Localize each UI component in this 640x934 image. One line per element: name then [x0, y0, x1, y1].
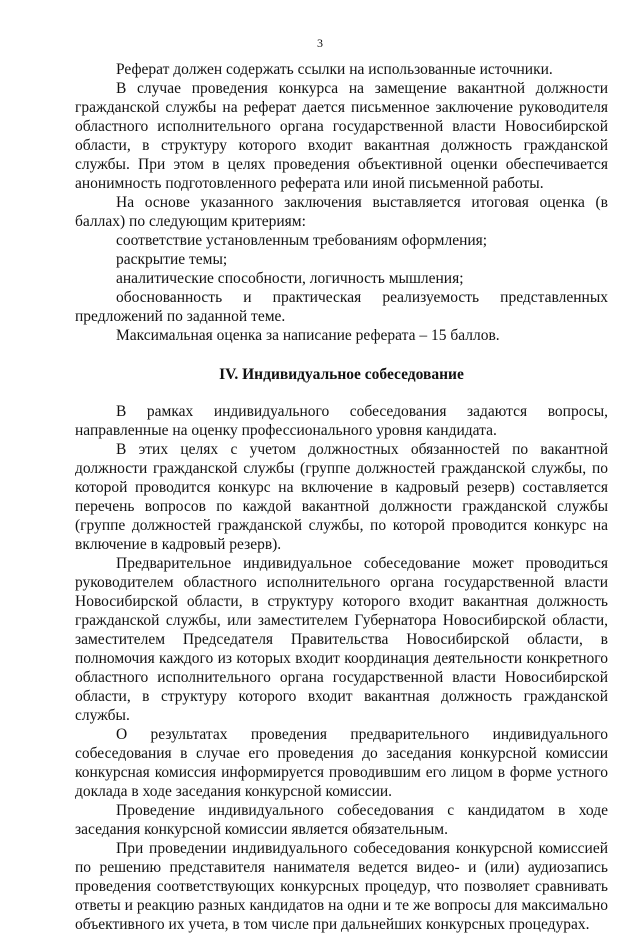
- section-heading: IV. Индивидуальное собеседование: [219, 366, 464, 383]
- paragraph-recording: При проведении индивидуального собеседования конкурсной комиссией по решению представителя нанимателя ведется видео- и (или) аудиозапись проведения соответствующих конкурсных процедур, что позволяет сравнивать ответы и реакцию разных кандидатов на одни и те же вопросы для максимально объективного их учета, в том числе при дальнейших конкурсных процедурах.: [75, 840, 608, 933]
- paragraph-interview-mandatory: Проведение индивидуального собеседования с кандидатом в ходе заседания конкурсной комиссии является обязательным.: [75, 802, 608, 838]
- paragraph-interview-results: О результатах проведения предварительного индивидуального собеседования в случае его проведения до заседания конкурсной комиссии конкурсная комиссия информируется проводившим его лицом в форме устного доклада в ходе заседания конкурсной комиссии.: [75, 726, 608, 800]
- paragraph-conclusion: В случае проведения конкурса на замещение вакантной должности гражданской службы на реферат дается письменное заключение руководителя областного исполнительного органа государственной власти Новосибирской области, в структуру которого входит вакантная должность гражданской службы. При этом в целях проведения объективной оценки обеспечивается анонимность подготовленного реферата или иной письменной работы.: [75, 80, 608, 192]
- criterion-topic: раскрытие темы;: [116, 251, 228, 268]
- paragraph-question-list: В этих целях с учетом должностных обязанностей по вакантной должности гражданской службы (группе должностей гражданской службы, по которой проводится конкурс на включение в кадровый резерв) составляется перечень вопросов по каждой вакантной должности гражданской службы (группе должностей гражданской службы, по которой проводится конкурс на включение в кадровый резерв).: [75, 441, 608, 553]
- paragraph-preliminary-interview: Предварительное индивидуальное собеседование может проводиться руководителем областного исполнительного органа государственной власти Новосибирской области, в структуру которого входит вакантная должность гражданской службы, или заместителем Губернатора Новосибирской области, заместителем Председателя Правительства Новосибирской области, в полномочия каждого из которых входит координация деятельности конкретного областного исполнительного органа государственной власти Новосибирской области, в структуру которого входит вакантная должность гражданской службы.: [75, 555, 608, 724]
- page-number: 3: [317, 36, 323, 50]
- criterion-feasibility: обоснованность и практическая реализуемость представленных предложений по заданной теме.: [75, 289, 608, 325]
- document-body: [75, 60, 608, 934]
- criterion-formatting: соответствие установленным требованиям оформления;: [116, 232, 488, 249]
- criterion-analytics: аналитические способности, логичность мышления;: [116, 270, 464, 287]
- paragraph-max-score: Максимальная оценка за написание реферата – 15 баллов.: [116, 327, 500, 344]
- paragraph-references: Реферат должен содержать ссылки на использованные источники.: [116, 61, 553, 78]
- paragraph-criteria-intro: На основе указанного заключения выставляется итоговая оценка (в баллах) по следующим критериям:: [75, 194, 608, 230]
- paragraph-interview-scope: В рамках индивидуального собеседования задаются вопросы, направленные на оценку профессионального уровня кандидата.: [75, 403, 608, 439]
